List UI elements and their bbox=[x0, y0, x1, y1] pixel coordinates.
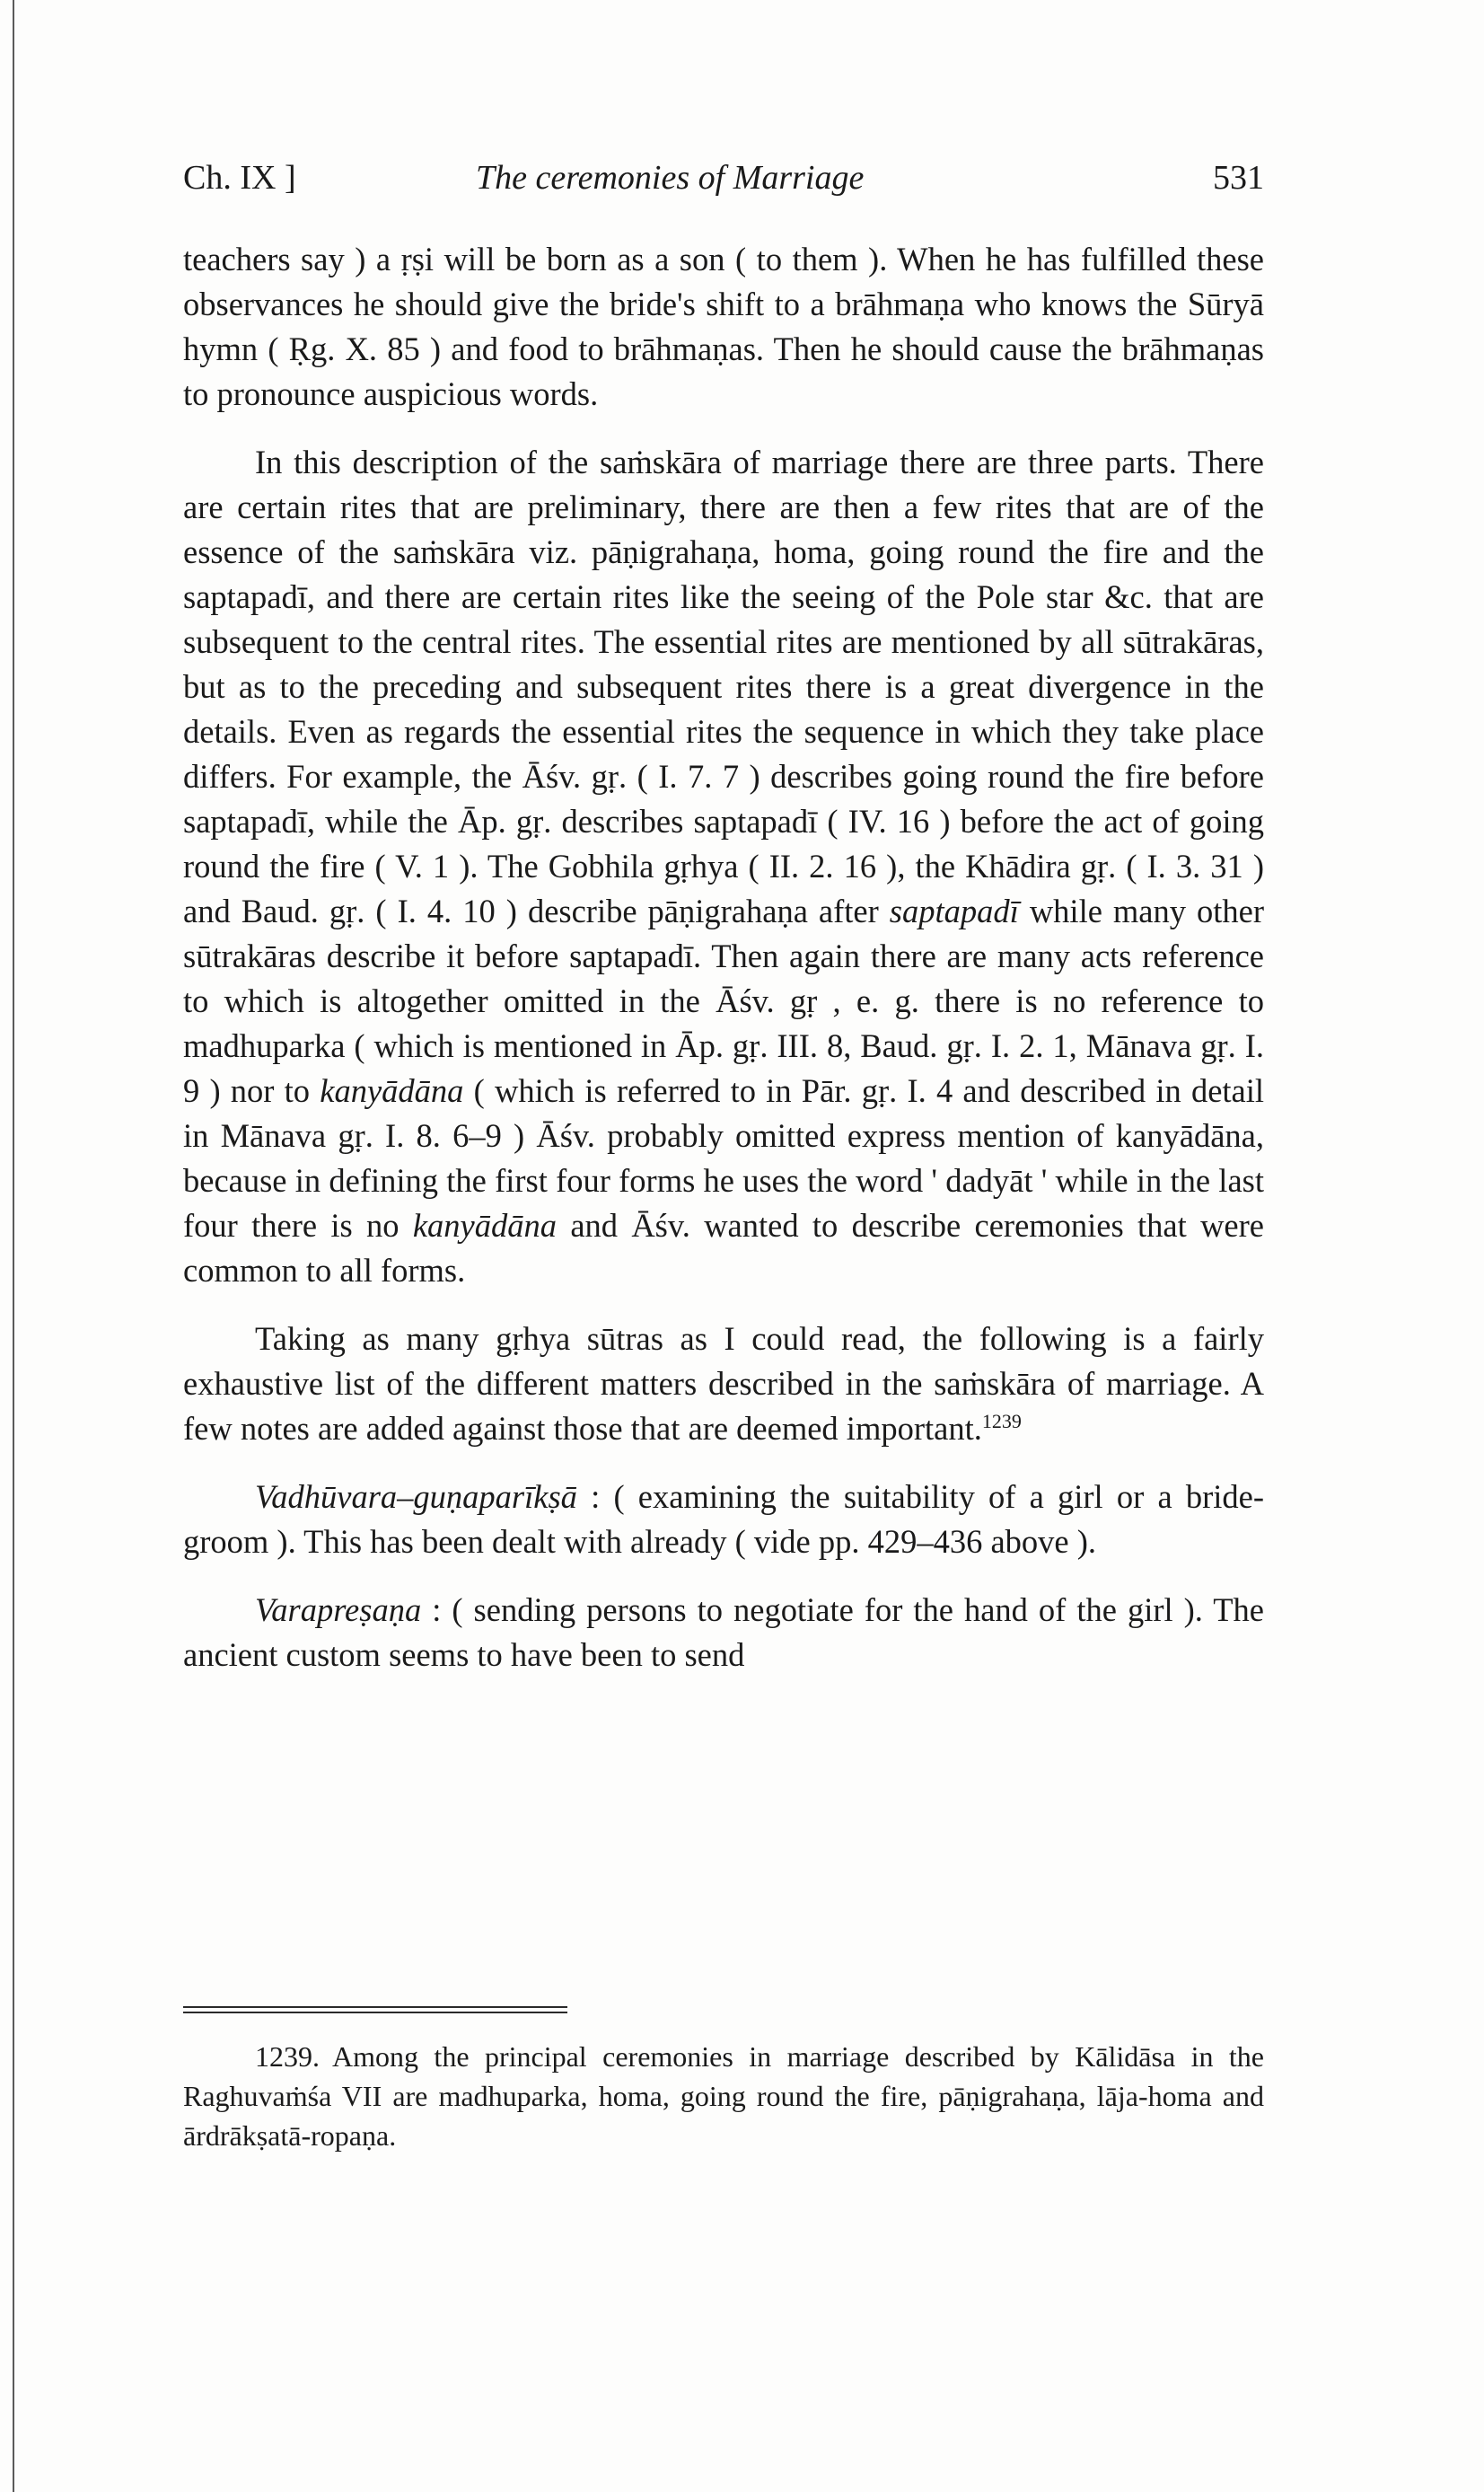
paragraph-3 bbox=[183, 1316, 1264, 1451]
running-header bbox=[183, 158, 1264, 212]
paragraph-4-text: : ( examining the suitability of a girl or a bride-groom ). This has been dealt with already ( vide pp. 429–436 above ). bbox=[183, 1478, 1265, 1560]
page-edge-line bbox=[13, 0, 14, 2492]
term-kanyadana-1: kanyādāna bbox=[320, 1072, 464, 1109]
paragraph-1: teachers say ) a ṛṣi will be born as a son ( to them ). When he has fulfilled these observances he should give the bride's shift to a brāhmaṇa who knows the Sūryā hymn ( Ṛg. X. 85 ) and food to brāhmaṇas. Then he should cause the brāhmaṇas to pronounce auspicious words. bbox=[183, 241, 1264, 412]
term-saptapadi: saptapadī bbox=[889, 893, 1019, 929]
paragraph-2-part-a: In this description of the saṁskāra of marriage there are three parts. There are certain rites that are preliminary, there are then a few rites that are of the essence of the saṁskāra viz. pāṇigrahaṇa, homa, going round the fire and the saptapadī, and there are certain rites like the seeing of the Pole star &c. that are subsequent to the central rites. The essential rites are mentioned by all sūtrakāras, but as to the preceding and subsequent rites there is a great divergence in the details. Even as regards the essential rites the sequence in which they take place differs. For example, the Āśv. gṛ. ( I. 7. 7 ) describes going round the fire before saptapadī, while the Āp. gṛ. describes saptapadī ( IV. 16 ) before the act of going round the fire ( V. 1 ). The Gobhila gṛhya ( II. 2. 16 ), the Khādira gṛ. ( I. 3. 31 ) and Baud. gṛ. ( I. 4. 10 ) describe pāṇigrahaṇa after bbox=[183, 444, 1264, 929]
footnote-text: Among the principal ceremonies in marriage described by Kālidāsa in the Raghuvaṁśa VII are madhuparka, homa, going round the fire, pāṇigrahaṇa, lāja-homa and ārdrākṣatā-ropaṇa. bbox=[183, 2040, 1264, 2152]
paragraph-5 bbox=[183, 1588, 1264, 1677]
paragraph-4 bbox=[183, 1475, 1264, 1564]
main-text bbox=[183, 237, 1264, 1677]
paragraph-3-text: Taking as many gṛhya sūtras as I could read, the following is a fairly exhaustive list of the different matters described in the saṁskāra of marriage. A few notes are added against those that are deemed important. bbox=[183, 1320, 1264, 1447]
term-varapresana: Varapreṣaṇa bbox=[255, 1591, 422, 1628]
paragraph-2 bbox=[183, 440, 1264, 1293]
footnote bbox=[183, 2037, 1264, 2155]
paragraph-2-part-c: ( which is referred to in Pār. gṛ. I. 4 and described in detail in Mānava gṛ. I. 8. 6–9 ) Āśv. probably omitted express mention of kanyādāna, because in defining the first four forms he uses the word ' dadyāt ' while in the last four there is no bbox=[183, 1072, 1265, 1244]
chapter-label: Ch. IX ] bbox=[183, 159, 296, 197]
running-title: The ceremonies of Marriage bbox=[476, 159, 865, 197]
paragraph-2-part-d: and Āśv. wanted to describe ceremonies that were common to all forms. bbox=[183, 1207, 1264, 1289]
paragraph-5-text: : ( sending persons to negotiate for the hand of the girl ). The ancient custom seems to have been to send bbox=[183, 1591, 1265, 1673]
footnote-reference: 1239 bbox=[981, 1409, 1022, 1432]
page-number: 531 bbox=[1213, 159, 1264, 197]
footnote-separator bbox=[183, 2006, 567, 2013]
term-vadhuvara: Vadhūvara–guṇaparīkṣā bbox=[255, 1478, 577, 1515]
term-kanyadana-2: kanyādāna bbox=[412, 1207, 557, 1244]
paragraph-2-part-b: while many other sūtrakāras describe it before saptapadī. Then again there are many acts reference to which is altogether omitted in the Āśv. gṛ , e. g. there is no reference to madhuparka ( which is mentioned in Āp. gṛ. III. 8, Baud. gṛ. I. 2. 1, Mānava gṛ. I. 9 ) nor to bbox=[183, 893, 1265, 1109]
footnote-number: 1239. bbox=[255, 2040, 320, 2073]
